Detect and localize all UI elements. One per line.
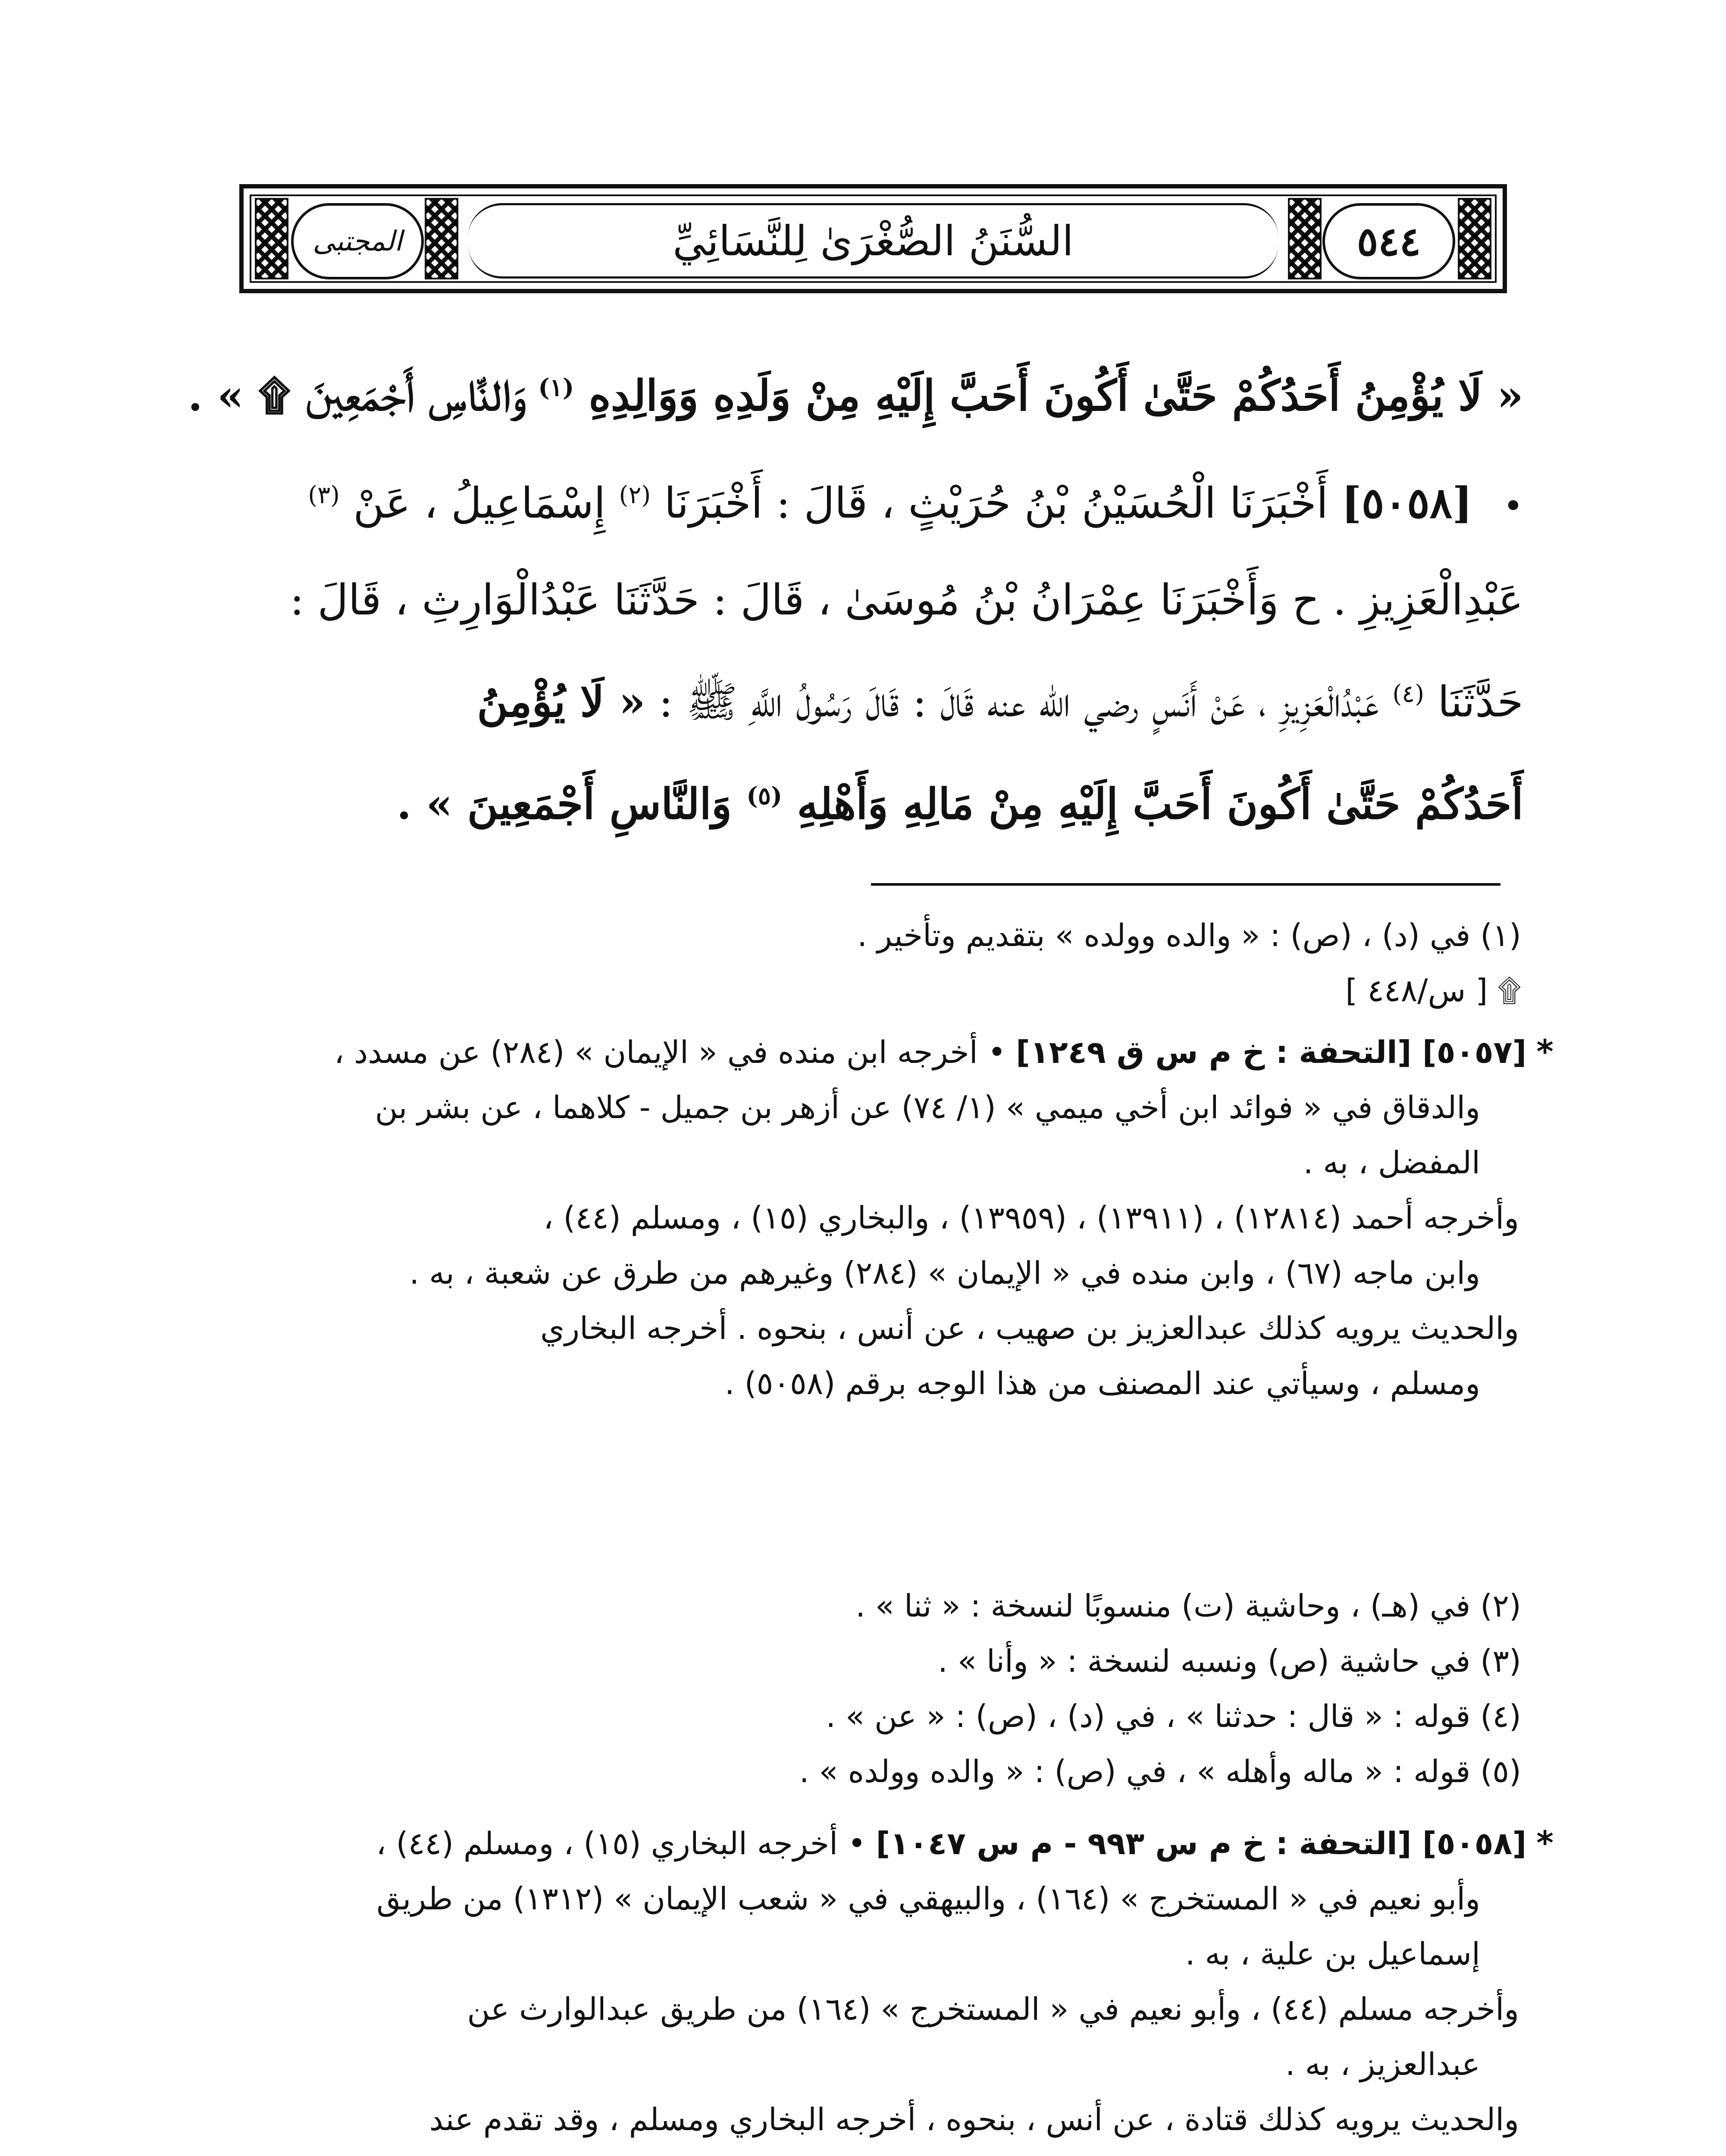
footnotes-group-a (202, 908, 1521, 1018)
isnad-text: أَخْبَرَنَا الْحُسَيْنُ بْنُ حُرَيْثٍ ، قَالَ : أَخْبَرَنَا (664, 479, 1328, 528)
asterisk-icon: * (1536, 1824, 1554, 1862)
hadith-text: « لَا يُؤْمِنُ أَحَدُكُمْ حَتَّىٰ أَكُونَ أَحَبَّ إِلَيْهِ مِنْ وَلَدِهِ وَوَالِدِهِ (589, 371, 1523, 421)
takhrij-text: والحديث يرويه كذلك قتادة ، عن أنس ، بنحوه ، أخرجه البخاري ومسلم ، وقد تقدم عند (429, 2101, 1519, 2137)
main-line (204, 553, 1523, 647)
footnotes-group-b (202, 1578, 1521, 1799)
takhrij-heading (200, 1815, 1554, 1871)
ornament-left-outer (255, 198, 288, 279)
matn-text: « لَا يُؤْمِنُ (477, 677, 645, 727)
takhrij-text: المفضل ، به . (1303, 1144, 1480, 1181)
main-line (204, 647, 1523, 749)
takhrij-5058 (200, 1815, 1554, 2156)
takhrij-text: وأخرجه مسلم (٤٤) ، وأبو نعيم في « المستخرج » (١٦٤) من طريق عبدالوارث عن (467, 1991, 1519, 2027)
takhrij-text: وابن ماجه (٦٧) ، وابن منده في « الإيمان » (٢٨٤) وغيرهم من طرق عن شعبة ، به . (409, 1255, 1480, 1291)
book-logo-text: المجتبى (313, 225, 402, 257)
isnad-text: إِسْمَاعِيلُ ، عَنْ (353, 479, 606, 528)
takhrij-text: وأبو نعيم في « المستخرج » (١٦٤) ، والبيهقي في « شعب الإيمان » (١٣١٢) من طريق (376, 1880, 1480, 1917)
matn-text: وَالنَّاسِ أَجْمَعِينَ » . (396, 779, 732, 829)
page-reference: ۩ [ س/٤٤٨ ] (1345, 972, 1521, 1009)
ornament-left-inner (425, 198, 458, 279)
page-number (1322, 203, 1455, 279)
takhrij-text: • أخرجه ابن منده في « الإيمان » (٢٨٤) عن مسدد ، (334, 1034, 1006, 1070)
hadith-text: وَالنَّاسِ أَجْمَعِينَ ۩ » . (188, 371, 524, 421)
takhrij-reference: [٥٠٥٧] [التحفة : خ م س ق ١٢٤٩] (1016, 1034, 1527, 1070)
footnote-3: (٣) في حاشية (ص) ونسبه لنسخة : « وأنا » . (938, 1643, 1521, 1679)
footnote-marker[interactable]: (٥) (746, 782, 783, 811)
takhrij-text: وأخرجه أحمد (١٢٨١٤) ، (١٣٩١١) ، (١٣٩٥٩) ، والبخاري (١٥) ، ومسلم (٤٤) ، (543, 1200, 1519, 1236)
bullet-icon: • (1503, 486, 1523, 526)
takhrij-text (200, 2147, 1554, 2156)
hadith-5058 (204, 448, 1523, 852)
takhrij-text: إسماعيل بن علية ، به . (1185, 1936, 1480, 1972)
takhrij-text: • أخرجه البخاري (١٥) ، ومسلم (٤٤) ، (376, 1825, 866, 1861)
takhrij-text: والدقاق في « فوائد ابن أخي ميمي » (١/ ٧٤) عن أزهر بن جميل - كلاهما ، عن بشر بن (375, 1089, 1480, 1125)
main-line (204, 448, 1523, 553)
hadith-number: [٥٠٥٨] (1341, 478, 1472, 528)
isnad-text: حَدَّثَنَا (1438, 677, 1523, 727)
takhrij-text: عبدالعزيز ، به . (1285, 2046, 1480, 2082)
main-line (188, 341, 1523, 443)
footnote-5: (٥) قوله : « ماله وأهله » ، في (ص) : « والده وولده » . (799, 1753, 1521, 1789)
takhrij-reference: [٥٠٥٨] [التحفة : خ م س ٩٩٣ - م س ١٠٤٧] (876, 1825, 1527, 1861)
footnote-4: (٤) قوله : « قال : حدثنا » ، في (د) ، (ص) : « عن » . (826, 1698, 1521, 1734)
footnote-divider (871, 883, 1500, 886)
running-title: السُّنَنُ الصُّغْرَىٰ لِلنَّسَائِيِّ (468, 203, 1278, 279)
book-logo (291, 203, 424, 279)
footnote-marker[interactable]: (٤) (1392, 680, 1425, 708)
previous-hadith-ending (188, 341, 1523, 443)
isnad-text: عَبْدُالْعَزِيزِ ، عَنْ أَنَسٍ رضي الله عنه قَالَ : قَالَ رَسُولُ اللَّهِ ﷺ : (658, 677, 1379, 727)
footnote-1: (١) في (د) ، (ص) : « والده وولده » بتقديم وتأخير . (857, 917, 1521, 953)
main-line (204, 749, 1523, 852)
footnote-marker[interactable]: (٣) (308, 481, 340, 509)
takhrij-5057 (200, 1024, 1554, 1411)
matn-text: أَحَدُكُمْ حَتَّىٰ أَكُونَ أَحَبَّ إِلَيْهِ مِنْ مَالِهِ وَأَهْلِهِ (797, 779, 1523, 829)
footnote-2: (٢) في (هـ) ، وحاشية (ت) منسوبًا لنسخة : « ثنا » . (855, 1588, 1521, 1624)
isnad-text: عَبْدِالْعَزِيزِ . ح وَأَخْبَرَنَا عِمْرَانُ بْنُ مُوسَىٰ ، قَالَ : حَدَّثَنَا عَبْدُالْوَارِثِ ، قَالَ : (290, 575, 1523, 625)
page-number-text: ٥٤٤ (1356, 218, 1421, 265)
footnote-marker[interactable]: (١) (538, 373, 574, 402)
ornament-right-inner (1288, 198, 1322, 279)
takhrij-heading (200, 1024, 1554, 1080)
takhrij-text: ومسلم ، وسيأتي عند المصنف من هذا الوجه برقم (٥٠٥٨) . (724, 1365, 1480, 1401)
asterisk-icon: * (1536, 1032, 1554, 1071)
page-header (239, 184, 1507, 293)
takhrij-text: والحديث يرويه كذلك عبدالعزيز بن صهيب ، عن أنس ، بنحوه . أخرجه البخاري (540, 1310, 1519, 1346)
footnote-marker[interactable]: (٢) (619, 481, 651, 509)
ornament-right-outer (1458, 198, 1491, 279)
